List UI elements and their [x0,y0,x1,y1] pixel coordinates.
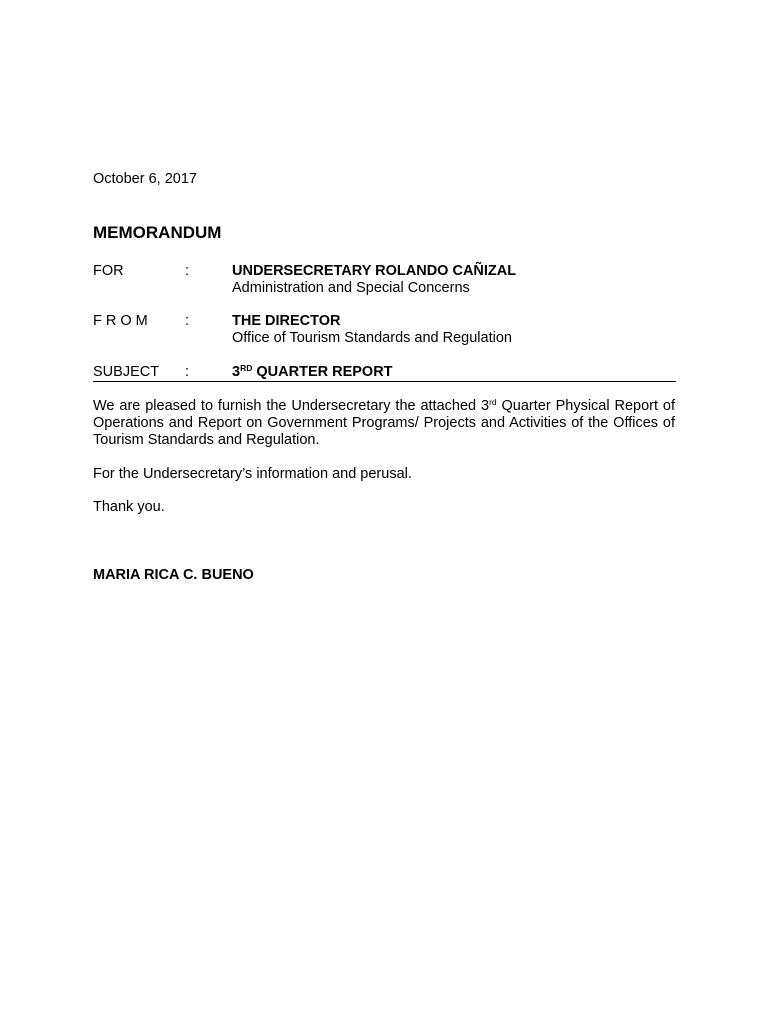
body-part-2: Quarter Physical Report of Operations and Report on Government Programs/ Projects and Activities of the Offices of Tourism Standards and Regulation. [93,398,675,448]
body-part-1: We are pleased to furnish the Undersecretary the attached 3 [93,398,490,414]
subject-row [93,364,676,382]
subject-ordinal: RD [240,363,253,373]
closing-line: Thank you. [93,499,165,515]
subject-number: 3 [232,364,241,380]
subject-value [232,364,676,381]
info-line: For the Undersecretary’s information and perusal. [93,466,412,482]
subject-label: SUBJECT [93,364,160,380]
for-value [232,263,676,297]
sender-office: Office of Tourism Standards and Regulation [232,330,512,346]
for-colon: : [185,263,190,279]
body-ordinal: rd [489,397,497,407]
from-label: FROM [93,313,152,329]
subject-divider [93,381,676,382]
from-row [93,313,676,349]
subject-colon: : [185,364,190,380]
sender-name: THE DIRECTOR [232,313,341,329]
for-label: FOR [93,263,124,279]
signatory-name: MARIA RICA C. BUENO [93,567,254,583]
subject-text [232,364,676,381]
body-paragraph [93,398,675,449]
subject-title: QUARTER REPORT [252,364,393,380]
recipient-office: Administration and Special Concerns [232,280,470,296]
from-value [232,313,676,347]
memo-date: October 6, 2017 [93,171,197,187]
memo-title: MEMORANDUM [93,223,222,242]
recipient-name: UNDERSECRETARY ROLANDO CAÑIZAL [232,263,517,279]
from-colon: : [185,313,190,329]
for-row [93,263,676,299]
